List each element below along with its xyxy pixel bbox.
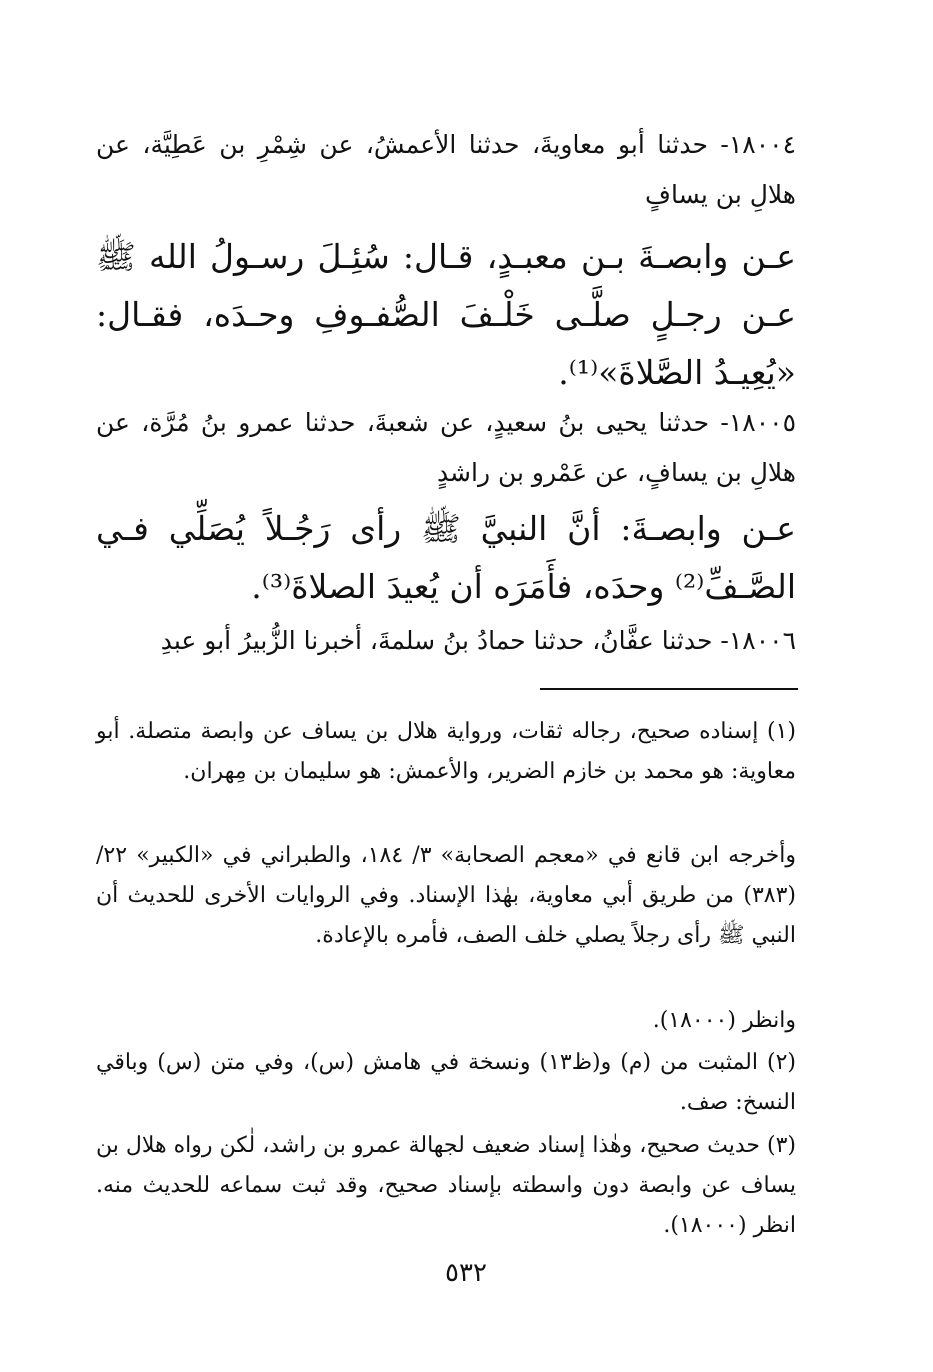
hadith-18005-matn: عـن وابصـةَ: أنَّ النبيَّ ﷺ رأى رَجُـلاً يُصَلِّي فـي الصَّـفِّ⁽²⁾ وحدَه، فأَمَرَه أن يُعيدَ الصلاةَ⁽³⁾. <box>96 509 796 606</box>
footnote-1: (١) إسناده صحيح، رجاله ثقات، ورواية هلال بن يساف عن وابصة متصلة. أبو معاوية: هو محمد بن خازم الضرير، والأعمش: هو سليمان بن مِهران. <box>96 719 796 784</box>
hadith-18004-isnad: ١٨٠٠٤- حدثنا أبو معاويةَ، حدثنا الأعمشُ، عن شِمْرِ بن عَطِيَّة، عن هلالِ بن يسافٍ <box>96 130 796 209</box>
footnote-1-see-also: وانظر (١٨٠٠٠). <box>652 1008 796 1033</box>
hadith-18006-isnad: ١٨٠٠٦- حدثنا عفَّانُ، حدثنا حمادُ بنُ سلمةَ، أخبرنا الزُّبيرُ أبو عبدِ <box>160 626 796 655</box>
footnote-3: (٣) حديث صحيح، وهٰذا إسناد ضعيف لجهالة عمرو بن راشد، لٰكن رواه هلال بن يساف عن وابصة دون واسطته بإسناد صحيح، وقد ثبت سماعه للحديث منه. انظر (١٨٠٠٠). <box>96 1133 796 1238</box>
page-number: ٥٣٢ <box>445 1258 487 1288</box>
hadith-18004-matn: عـن وابصـةَ بـن معبـدٍ، قـال: سُئِـلَ رسـولُ الله ﷺ عـن رجـلٍ صلَّـى خَلْـفَ الصُّفـوفِ وحـدَه، فقـال: «يُعِيـدُ الصَّلاةَ»⁽¹⁾. <box>96 237 796 392</box>
footnote-1-continuation: وأخرجه ابن قانع في «معجم الصحابة» ٣/ ١٨٤، والطبراني في «الكبير» ٢٢/ (٣٨٣) من طريق أبي معاوية، بهٰذا الإسناد. وفي الروايات الأخرى للحديث أن النبي ﷺ رأى رجلاً يصلي خلف الصف، فأمره بالإعادة. <box>96 843 796 948</box>
footnote-separator <box>540 688 798 690</box>
hadith-18005-isnad: ١٨٠٠٥- حدثنا يحيى بنُ سعيدٍ، عن شعبةَ، حدثنا عمرو بنُ مُرَّة، عن هلالِ بن يسافٍ، عن عَمْرو بن راشدٍ <box>96 408 796 487</box>
footnote-2: (٢) المثبت من (م) و(ظ١٣) ونسخة في هامش (س)، وفي متن (س) وباقي النسخ: صف. <box>96 1050 797 1115</box>
